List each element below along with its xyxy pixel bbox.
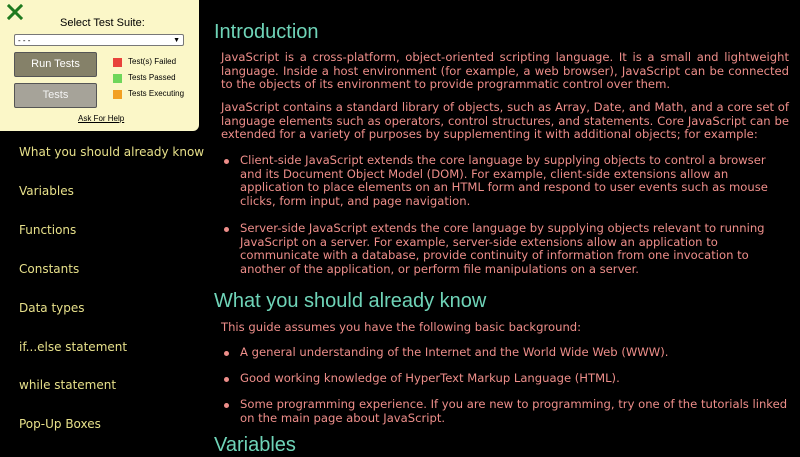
bullet-icon [224, 351, 229, 356]
run-tests-button[interactable]: Run Tests [14, 52, 97, 77]
intro-paragraph-2: JavaScript contains a standard library of objects, such as Array, Date, and Math, and a core set of language elements such as operators, control structures, and statements. Core JavaScript can be extended for a variety of purposes by supplementing it with additional objects; for example: [221, 100, 789, 141]
list-item [240, 398, 788, 425]
sidebar-item-popup-boxes[interactable]: Pop-Up Boxes [19, 417, 101, 431]
legend-passed-label: Tests Passed [128, 73, 176, 82]
select-value: - - - [18, 36, 31, 45]
variables-heading: Variables [214, 434, 296, 456]
bullet-icon [224, 159, 229, 164]
list-item-text: Some programming experience. If you are new to programming, try one of the tutorials linked on the main page about JavaScript. [240, 397, 788, 425]
introduction-heading: Introduction [214, 21, 319, 43]
sidebar-item-what-you-should-know[interactable]: What you should already know [19, 145, 205, 159]
ask-for-help-link[interactable]: Ask For Help [78, 114, 125, 123]
list-item [240, 372, 788, 386]
legend-failed-label: Test(s) Failed [128, 57, 177, 66]
list-item [240, 154, 788, 208]
executing-swatch [113, 90, 122, 99]
test-suite-select[interactable] [14, 34, 184, 46]
failed-swatch [113, 58, 122, 67]
sidebar-item-while[interactable]: while statement [19, 378, 117, 392]
sidebar-item-constants[interactable]: Constants [19, 262, 80, 276]
sidebar-item-if-else[interactable]: if...else statement [19, 340, 128, 354]
list-item-text: Good working knowledge of HyperText Markup Language (HTML). [240, 371, 620, 385]
bullet-icon [224, 403, 229, 408]
sidebar-item-data-types[interactable]: Data types [19, 301, 85, 315]
legend-executing-label: Tests Executing [128, 89, 185, 98]
tests-button[interactable]: Tests [14, 83, 97, 108]
list-item-text: Client-side JavaScript extends the core language by supplying objects to control a browser and its Document Object Model (DOM). For example, client-side extensions allow an application to place elements on an HTML form and respond to user events such as mouse clicks, form input, and page navigation. [240, 153, 768, 208]
sidebar-item-functions[interactable]: Functions [19, 223, 77, 237]
panel-title: Select Test Suite: [60, 17, 145, 29]
test-suite-panel [0, 0, 199, 131]
intro-paragraph-1: JavaScript is a cross-platform, object-oriented scripting language. It is a small and lightweight language. Inside a host environment (for example, a web browser), JavaScript can be connected to the objects of its environment to provide programmatic control over them. [221, 50, 789, 91]
list-item [240, 346, 788, 360]
list-item-text: A general understanding of the Internet and the World Wide Web (WWW). [240, 345, 669, 359]
close-icon[interactable] [7, 4, 23, 20]
chevron-down-icon: ▼ [173, 37, 180, 44]
list-item-text: Server-side JavaScript extends the core language by supplying objects relevant to running JavaScript on a server. For example, server-side extensions allow an application to communicate with a database, provide continuity of information from one invocation to another of the application, or perform file manipulations on a server. [240, 221, 765, 276]
know-paragraph: This guide assumes you have the following basic background: [221, 320, 582, 334]
bullet-icon [224, 377, 229, 382]
bullet-icon [224, 227, 229, 232]
passed-swatch [113, 74, 122, 83]
sidebar-item-variables[interactable]: Variables [19, 184, 74, 198]
what-you-should-know-heading: What you should already know [214, 290, 487, 312]
main-content [214, 0, 794, 456]
list-item [240, 222, 788, 276]
